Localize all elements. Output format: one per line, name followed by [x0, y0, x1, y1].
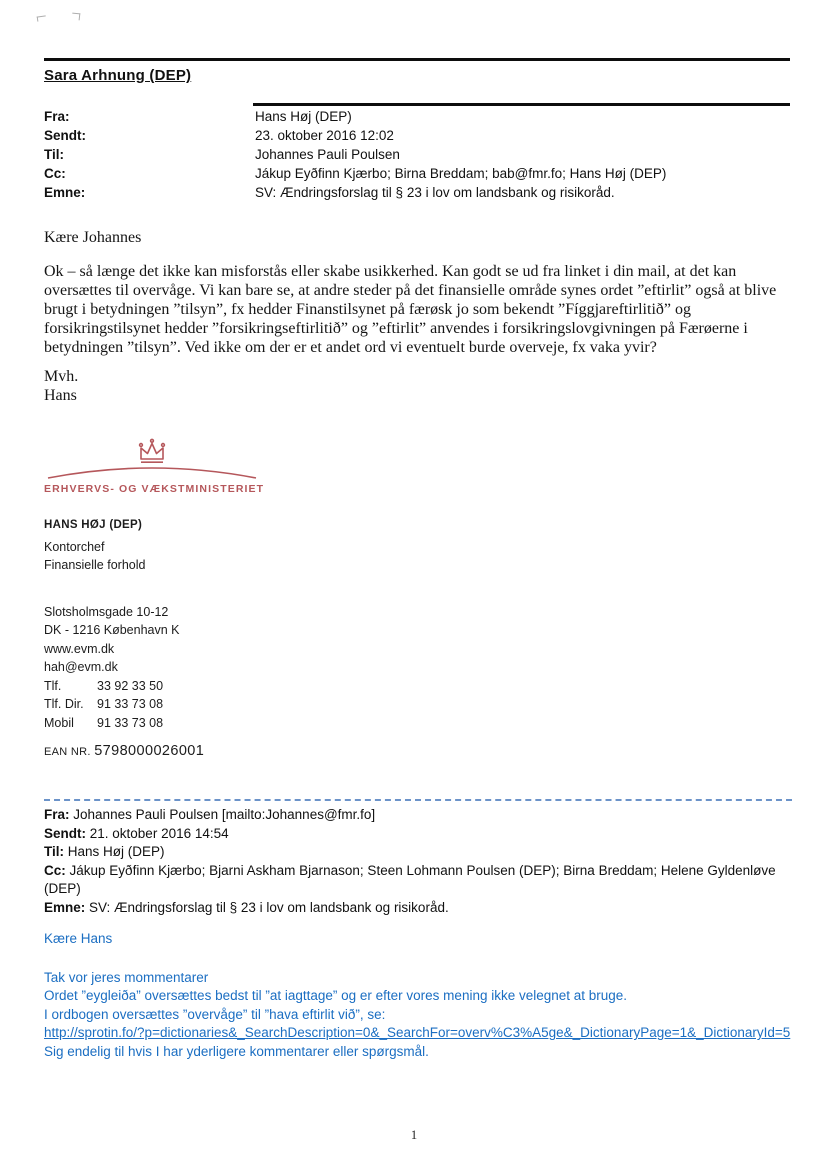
quoted-label-fra: Fra:	[44, 807, 70, 822]
field-label-cc: Cc:	[44, 166, 66, 181]
quoted-value-til: Hans Høj (DEP)	[67, 844, 165, 859]
ean-row	[44, 742, 204, 762]
quoted-value-emne: SV: Ændringsforslag til § 23 i lov om landsbank og risikoråd.	[89, 899, 449, 915]
ministry-name: ERHVERVS- OG VÆKSTMINISTERIET	[44, 483, 265, 495]
quoted-label-cc: Cc:	[44, 862, 66, 878]
phone-number: 91 33 73 08	[97, 715, 164, 730]
quoted-field-fra	[44, 806, 792, 825]
page-number: 1	[410, 1128, 418, 1142]
field-label-til: Til:	[44, 147, 64, 162]
quoted-value-sendt: 21. oktober 2016 14:54	[89, 825, 229, 841]
phone-number: 33 92 33 50	[97, 678, 164, 693]
header-field-row	[44, 166, 791, 185]
field-value-emne: SV: Ændringsforslag til § 23 i lov om landsbank og risikoråd.	[255, 185, 615, 200]
signature-website: www.evm.dk	[44, 641, 115, 656]
field-label-sendt: Sendt:	[44, 128, 86, 143]
quoted-field-til	[44, 843, 792, 862]
phone-label: Tlf.	[44, 678, 62, 693]
email-header-fields	[44, 109, 791, 204]
field-label-fra: Fra:	[44, 109, 70, 124]
signature-address-1: Slotsholmsgade 10-12	[44, 604, 169, 619]
field-label-emne: Emne:	[44, 185, 86, 200]
signer-name: Hans	[44, 387, 77, 404]
phone-row	[44, 677, 204, 696]
quoted-field-cc	[44, 862, 792, 899]
phone-label: Tlf. Dir.	[44, 697, 84, 711]
field-value-sendt: 23. oktober 2016 12:02	[255, 128, 394, 143]
quoted-email-separator	[44, 799, 792, 801]
phone-number: 91 33 73 08	[97, 697, 164, 711]
quoted-value-fra: Johannes Pauli Poulsen [mailto:Johannes@fmr.fo]	[73, 807, 376, 822]
scan-artifact	[37, 15, 47, 21]
field-value-til: Johannes Pauli Poulsen	[255, 147, 400, 162]
header-field-row	[44, 185, 791, 204]
signature-email: hah@evm.dk	[44, 660, 118, 674]
logo-arc	[44, 466, 259, 480]
signature-address-2: DK - 1216 København K	[44, 623, 180, 637]
quoted-email-headers	[44, 806, 792, 917]
email-body	[44, 228, 792, 405]
header-field-row	[44, 147, 791, 166]
signoff: Mvh.	[44, 368, 79, 385]
recipient-name: Sara Arhnung (DEP)	[44, 67, 192, 84]
header-mid-divider	[253, 103, 790, 106]
signature-name: HANS HØJ (DEP)	[44, 519, 143, 531]
quoted-line-3: I ordbogen oversættes ”overvåge” til ”hava eftirlit við”, se:	[44, 1006, 386, 1022]
quoted-label-emne: Emne:	[44, 899, 86, 915]
quoted-closing: Sig endelig til hvis I har yderligere kommentarer eller spørgsmål.	[44, 1043, 429, 1059]
scan-artifact	[72, 13, 81, 21]
dictionary-link[interactable]: http://sprotin.fo/?p=dictionaries&_SearchDescription=0&_SearchFor=overv%C3%A5ge&_DictionaryPage=1&_DictionaryId=5	[44, 1025, 791, 1040]
quoted-greeting: Kære Hans	[44, 931, 113, 946]
quoted-label-til: Til:	[44, 844, 64, 859]
field-value-fra: Hans Høj (DEP)	[255, 109, 352, 124]
quoted-value-cc: Jákup Eyðfinn Kjærbo; Bjarni Askham Bjarnason; Steen Lohmann Poulsen (DEP); Birna Breddam; Helene Gyldenløve (DEP)	[44, 862, 776, 896]
header-top-divider	[44, 58, 790, 61]
header-field-row	[44, 128, 791, 147]
quoted-line-2: Ordet ”eygleiða” oversættes bedst til ”at iagttage” og er efter vores mening ikke velegnet at bruge.	[44, 988, 628, 1003]
quoted-field-sendt	[44, 825, 792, 844]
greeting: Kære Johannes	[44, 229, 142, 246]
quoted-line-1: Tak vor jeres mommentarer	[44, 969, 209, 985]
signature-department: Finansielle forhold	[44, 558, 146, 572]
crown-icon	[44, 438, 259, 466]
header-field-row	[44, 109, 791, 128]
phone-row	[44, 714, 204, 733]
phone-label: Mobil	[44, 715, 74, 730]
ministry-logo	[44, 438, 265, 495]
quoted-label-sendt: Sendt:	[44, 825, 86, 841]
field-value-cc: Jákup Eyðfinn Kjærbo; Birna Breddam; bab@fmr.fo; Hans Høj (DEP)	[255, 166, 667, 181]
ean-number: 5798000026001	[94, 743, 205, 759]
ean-label: EAN NR.	[44, 746, 91, 758]
quoted-email-body	[44, 930, 792, 1061]
phone-row	[44, 695, 204, 714]
signature-block	[44, 516, 204, 762]
body-paragraph: Ok – så længe det ikke kan misforstås eller skabe usikkerhed. Kan godt se ud fra linket i din mail, at det kan oversættes til overvåge. Vi kan bare se, at andre steder på det finansielle område synes ordet ”eftirlit” også at blive brugt i betydningen ”tilsyn”, fx hedder Finanstilsynet på færøsk jo som bekendt ”Fíggjareftirlitið” og forsikringstilsynet hedder ”forsikringseftirlitið” og ”eftirlit” anvendes i forsikringslovgivningen på Færøerne i betydningen ”tilsyn”. Ved ikke om der er et andet ord vi eventuelt burde overveje, fx vaka yvir?	[44, 263, 777, 356]
quoted-field-emne	[44, 899, 792, 918]
signature-title: Kontorchef	[44, 539, 105, 554]
